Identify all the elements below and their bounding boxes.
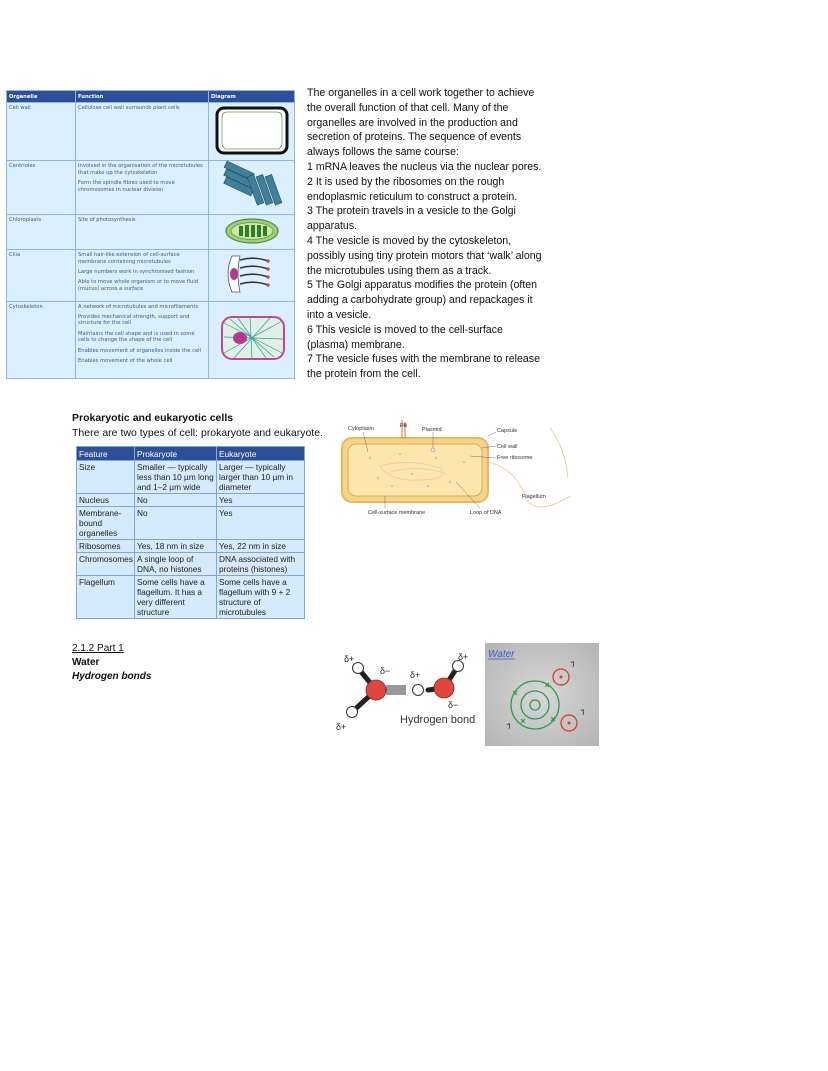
process-step: 1 mRNA leaves the nucleus via the nuclear pores. (307, 160, 542, 173)
hydrogen-atom (347, 707, 358, 718)
cell-header-prokaryote: Prokaryote (135, 447, 217, 461)
function-line: Maintains the cell shape and is used in some cells to change the shape of the cell (78, 330, 195, 344)
cilia-diagram (209, 250, 295, 301)
eukaryote-cell: Some cells have a flagellum with 9 + 2 structure of microtubules (217, 576, 305, 619)
function-line: Enables movement of the whole cell (78, 358, 173, 365)
process-step: 5 The Golgi apparatus modifies the protein (often adding a carbohydrate group) and repackages it into a vesicle. (307, 279, 538, 321)
eukaryote-cell: Larger — typically larger than 10 µm in diameter (217, 461, 305, 494)
eukaryote-cell: Yes (217, 494, 305, 507)
chloroplast-diagram (209, 214, 295, 249)
cell-comparison-table (76, 446, 305, 619)
hydrogen-bond-label: Hydrogen bond (400, 714, 476, 726)
hydrogen-atom (353, 663, 364, 674)
chloroplast-image (210, 215, 294, 247)
table-row (7, 161, 295, 214)
cells-subtitle: There are two types of cell: prokaryote and eukaryote. (72, 427, 323, 439)
feature-cell: Chromosomes (77, 553, 135, 576)
cytoskeleton-image (210, 303, 294, 373)
organelle-function (76, 214, 209, 249)
hydrogen-atom (453, 661, 464, 672)
hydrogen-bond-diagram (332, 646, 482, 736)
flagellum-curve (550, 428, 568, 478)
prokaryote-cell: A single loop of DNA, no histones (135, 553, 217, 576)
organelle-function (76, 301, 209, 378)
table-row (7, 103, 295, 161)
table-row (77, 553, 305, 576)
function-line: A network of microtubules and microfilaments (78, 303, 199, 310)
function-line: Provides mechanical strength, support and structure for the cell (78, 314, 190, 327)
label-pili: Pili (400, 423, 408, 429)
feature-cell: Flagellum (77, 576, 135, 619)
organelle-name: Chloroplasts (7, 214, 76, 249)
cells-heading: Prokaryotic and eukaryotic cells (72, 412, 234, 424)
process-intro: The organelles in a cell work together to achieve the overall function of that cell. Many of the organelles are involved in the production and secretion of proteins. The sequence of events always follows the same course: (307, 87, 535, 159)
organelle-table-header (7, 91, 295, 103)
cilia-image (210, 250, 294, 298)
label-free-ribosome: Free ribosome (497, 455, 533, 461)
organelle-header-diagram: Diagram (209, 91, 295, 103)
oxygen-atom (366, 680, 386, 700)
process-step: 4 The vesicle is moved by the cytoskeleton, possibly using tiny protein motors that ‘walk’ along the microtubules using them as a track. (307, 234, 542, 277)
function-line: Cellulose cell wall surrounds plant cells (78, 105, 180, 111)
organelle-table (6, 90, 295, 379)
charge-label: δ− (380, 666, 391, 676)
organelle-function (76, 103, 209, 161)
function-line: Large numbers work in synchronised fashion (78, 269, 195, 276)
centrioles-image (210, 161, 294, 211)
label-cell-wall: Cell wall (497, 444, 518, 450)
centrioles-diagram (209, 161, 295, 214)
charge-label: δ+ (336, 722, 347, 732)
cell-header-feature: Feature (77, 447, 135, 461)
eukaryote-cell: Yes (217, 507, 305, 540)
function-line: Small hair-like extension of cell-surface membrane containing microtubules (78, 252, 180, 265)
process-step: 3 The protein travels in a vesicle to the Golgi apparatus. (307, 205, 516, 233)
label-cell-surface-membrane: Cell-surface membrane (368, 510, 426, 516)
hydrogen-bonds-title: Hydrogen bonds (72, 671, 152, 682)
charge-label: δ− (448, 700, 459, 710)
water-title: Water (72, 657, 100, 668)
cytoskeleton-diagram (209, 301, 295, 378)
protein-secretion-text (307, 86, 547, 382)
prokaryote-cell: Smaller — typically less than 10 µm long and 1–2 µm wide (135, 461, 217, 494)
table-row (77, 540, 305, 553)
table-row (7, 214, 295, 249)
feature-cell: Ribosomes (77, 540, 135, 553)
feature-cell: Membrane-bound organelles (77, 507, 135, 540)
process-step: 7 The vesicle fuses with the membrane to release the protein from the cell. (307, 353, 540, 381)
prokaryote-cell: No (135, 507, 217, 540)
organelle-name: Cilia (7, 250, 76, 301)
label-cytoplasm: Cytoplasm (348, 426, 374, 432)
label-plasmid: Plasmid (422, 427, 442, 433)
section-number: 2.1.2 Part 1 (72, 643, 124, 654)
organelle-name: Centrioles (7, 161, 76, 214)
table-row (7, 250, 295, 301)
whiteboard-title: Water (488, 649, 515, 660)
hydrogen-atom (413, 685, 424, 696)
eukaryote-cell: Yes, 22 nm in size (217, 540, 305, 553)
label-capsule: Capsule (497, 428, 518, 434)
charge-label: δ+ (458, 652, 469, 662)
table-row (7, 301, 295, 378)
feature-cell: Size (77, 461, 135, 494)
organelle-name: Cytoskeleton (7, 301, 76, 378)
function-line: Form the spindle fibres used to move chromosomes in nuclear division (78, 180, 175, 193)
charge-label: δ+ (410, 670, 421, 680)
cell-wall-image (210, 103, 294, 158)
organelle-name: Cell wall (7, 103, 76, 161)
function-line: Able to move whole organism or to move fluid (mucus) across a surface (78, 279, 199, 292)
prokaryote-cell: Yes, 18 nm in size (135, 540, 217, 553)
label-loop-of-dna: Loop of DNA (470, 510, 502, 516)
cell-header-eukaryote: Eukaryote (217, 447, 305, 461)
organelle-header-function: Function (76, 91, 209, 103)
organelle-function (76, 161, 209, 214)
oxygen-atom (434, 678, 454, 698)
table-row (77, 507, 305, 540)
organelle-header-organelle: Organelle (7, 91, 76, 103)
prokaryote-cell: No (135, 494, 217, 507)
charge-label: δ+ (344, 654, 355, 664)
function-line: Involved in the organisation of the microtubules that make up the cytoskeleton (78, 163, 203, 176)
whiteboard-sketch (485, 643, 599, 746)
table-row (77, 576, 305, 619)
feature-cell: Nucleus (77, 494, 135, 507)
prokaryote-diagram (340, 418, 576, 518)
function-line: Enables movement of organelles inside the cell (78, 347, 202, 354)
process-step: 6 This vesicle is moved to the cell-surface (plasma) membrane. (307, 323, 503, 351)
cell-wall-diagram (209, 103, 295, 161)
cell-table-header (77, 447, 305, 461)
label-flagellum: Flagellum (522, 494, 546, 500)
eukaryote-cell: DNA associated with proteins (histones) (217, 553, 305, 576)
prokaryote-cell: Some cells have a flagellum. It has a very different structure (135, 576, 217, 619)
process-step: 2 It is used by the ribosomes on the rough endoplasmic reticulum to construct a protein. (307, 175, 518, 203)
table-row (77, 494, 305, 507)
organelle-function (76, 250, 209, 301)
table-row (77, 461, 305, 494)
function-line: Site of photosynthesis (78, 216, 136, 223)
